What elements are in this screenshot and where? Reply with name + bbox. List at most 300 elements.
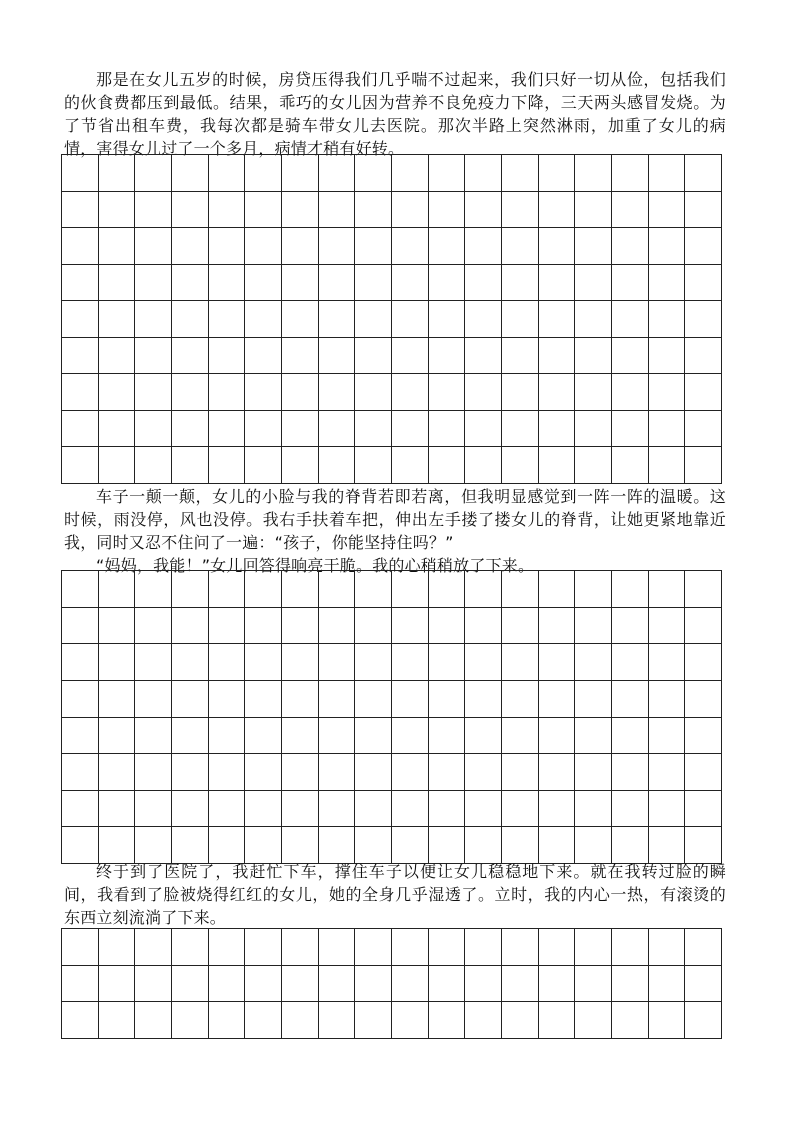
grid-cell[interactable] [282,301,319,338]
grid-cell[interactable] [135,718,172,755]
grid-cell[interactable] [612,301,649,338]
grid-cell[interactable] [575,644,612,681]
grid-cell[interactable] [209,374,246,411]
grid-cell[interactable] [392,754,429,791]
grid-cell[interactable] [539,265,576,302]
grid-cell[interactable] [245,1002,282,1039]
grid-cell[interactable] [135,827,172,864]
grid-cell[interactable] [649,827,686,864]
grid-cell[interactable] [355,228,392,265]
grid-cell[interactable] [612,791,649,828]
grid-cell[interactable] [685,608,722,645]
grid-cell[interactable] [612,411,649,448]
grid-cell[interactable] [612,681,649,718]
grid-cell[interactable] [685,966,722,1003]
grid-cell[interactable] [62,718,99,755]
grid-cell[interactable] [172,155,209,192]
grid-cell[interactable] [575,155,612,192]
grid-cell[interactable] [172,1002,209,1039]
grid-cell[interactable] [465,374,502,411]
grid-cell[interactable] [172,338,209,375]
grid-cell[interactable] [319,929,356,966]
grid-cell[interactable] [209,966,246,1003]
grid-cell[interactable] [99,791,136,828]
grid-cell[interactable] [649,192,686,229]
grid-cell[interactable] [465,1002,502,1039]
grid-cell[interactable] [355,338,392,375]
grid-cell[interactable] [135,791,172,828]
grid-cell[interactable] [392,827,429,864]
grid-cell[interactable] [685,718,722,755]
grid-cell[interactable] [319,374,356,411]
grid-cell[interactable] [172,644,209,681]
grid-cell[interactable] [429,265,466,302]
grid-cell[interactable] [575,265,612,302]
grid-cell[interactable] [649,447,686,484]
grid-cell[interactable] [539,644,576,681]
grid-cell[interactable] [429,374,466,411]
grid-cell[interactable] [685,681,722,718]
grid-cell[interactable] [209,1002,246,1039]
grid-cell[interactable] [355,265,392,302]
grid-cell[interactable] [429,681,466,718]
grid-cell[interactable] [172,192,209,229]
grid-cell[interactable] [209,644,246,681]
grid-cell[interactable] [465,411,502,448]
grid-cell[interactable] [539,411,576,448]
grid-cell[interactable] [539,608,576,645]
grid-cell[interactable] [685,644,722,681]
grid-cell[interactable] [612,192,649,229]
grid-cell[interactable] [465,571,502,608]
grid-cell[interactable] [502,265,539,302]
grid-cell[interactable] [575,571,612,608]
grid-cell[interactable] [649,338,686,375]
grid-cell[interactable] [392,929,429,966]
grid-cell[interactable] [135,374,172,411]
grid-cell[interactable] [355,718,392,755]
grid-cell[interactable] [245,411,282,448]
grid-cell[interactable] [502,929,539,966]
grid-cell[interactable] [502,338,539,375]
grid-cell[interactable] [282,228,319,265]
grid-cell[interactable] [62,155,99,192]
grid-cell[interactable] [172,608,209,645]
grid-cell[interactable] [392,192,429,229]
grid-cell[interactable] [575,754,612,791]
grid-cell[interactable] [392,301,429,338]
grid-cell[interactable] [172,681,209,718]
grid-cell[interactable] [539,1002,576,1039]
grid-cell[interactable] [355,411,392,448]
grid-cell[interactable] [355,571,392,608]
grid-cell[interactable] [99,718,136,755]
grid-cell[interactable] [429,966,466,1003]
grid-cell[interactable] [392,644,429,681]
grid-cell[interactable] [392,374,429,411]
grid-cell[interactable] [135,447,172,484]
grid-cell[interactable] [62,929,99,966]
grid-cell[interactable] [429,1002,466,1039]
grid-cell[interactable] [465,155,502,192]
grid-cell[interactable] [429,411,466,448]
grid-cell[interactable] [355,644,392,681]
grid-cell[interactable] [429,447,466,484]
grid-cell[interactable] [62,966,99,1003]
grid-cell[interactable] [392,681,429,718]
grid-cell[interactable] [612,265,649,302]
grid-cell[interactable] [429,827,466,864]
grid-cell[interactable] [62,644,99,681]
grid-cell[interactable] [465,681,502,718]
grid-cell[interactable] [502,681,539,718]
grid-cell[interactable] [649,929,686,966]
grid-cell[interactable] [612,827,649,864]
grid-cell[interactable] [502,644,539,681]
grid-cell[interactable] [685,338,722,375]
grid-cell[interactable] [649,374,686,411]
grid-cell[interactable] [575,791,612,828]
grid-cell[interactable] [502,791,539,828]
grid-cell[interactable] [502,374,539,411]
grid-cell[interactable] [245,338,282,375]
grid-cell[interactable] [319,681,356,718]
grid-cell[interactable] [465,447,502,484]
grid-cell[interactable] [355,447,392,484]
grid-cell[interactable] [245,571,282,608]
grid-cell[interactable] [429,301,466,338]
grid-cell[interactable] [649,1002,686,1039]
grid-cell[interactable] [685,155,722,192]
grid-cell[interactable] [685,791,722,828]
grid-cell[interactable] [172,718,209,755]
grid-cell[interactable] [612,754,649,791]
grid-cell[interactable] [649,966,686,1003]
grid-cell[interactable] [282,192,319,229]
grid-cell[interactable] [245,754,282,791]
grid-cell[interactable] [172,265,209,302]
grid-cell[interactable] [502,1002,539,1039]
grid-cell[interactable] [99,265,136,302]
grid-cell[interactable] [62,447,99,484]
grid-cell[interactable] [465,754,502,791]
grid-cell[interactable] [355,966,392,1003]
grid-cell[interactable] [319,754,356,791]
grid-cell[interactable] [62,791,99,828]
grid-cell[interactable] [465,966,502,1003]
grid-cell[interactable] [685,411,722,448]
grid-cell[interactable] [575,608,612,645]
grid-cell[interactable] [319,447,356,484]
grid-cell[interactable] [209,718,246,755]
grid-cell[interactable] [612,228,649,265]
grid-cell[interactable] [319,301,356,338]
grid-cell[interactable] [172,228,209,265]
grid-cell[interactable] [502,411,539,448]
grid-cell[interactable] [172,966,209,1003]
grid-cell[interactable] [685,571,722,608]
grid-cell[interactable] [172,571,209,608]
grid-cell[interactable] [282,338,319,375]
grid-cell[interactable] [209,155,246,192]
grid-cell[interactable] [135,754,172,791]
grid-cell[interactable] [282,608,319,645]
grid-cell[interactable] [62,827,99,864]
grid-cell[interactable] [245,644,282,681]
grid-cell[interactable] [392,228,429,265]
grid-cell[interactable] [245,681,282,718]
grid-cell[interactable] [319,608,356,645]
grid-cell[interactable] [685,754,722,791]
grid-cell[interactable] [429,228,466,265]
grid-cell[interactable] [209,447,246,484]
grid-cell[interactable] [245,192,282,229]
grid-cell[interactable] [392,718,429,755]
grid-cell[interactable] [612,718,649,755]
grid-cell[interactable] [465,644,502,681]
grid-cell[interactable] [502,754,539,791]
grid-cell[interactable] [99,338,136,375]
grid-cell[interactable] [685,265,722,302]
grid-cell[interactable] [429,155,466,192]
grid-cell[interactable] [575,827,612,864]
grid-cell[interactable] [649,155,686,192]
grid-cell[interactable] [245,301,282,338]
grid-cell[interactable] [135,929,172,966]
grid-cell[interactable] [209,929,246,966]
grid-cell[interactable] [319,192,356,229]
grid-cell[interactable] [99,1002,136,1039]
grid-cell[interactable] [99,155,136,192]
grid-cell[interactable] [62,301,99,338]
grid-cell[interactable] [135,192,172,229]
grid-cell[interactable] [685,827,722,864]
grid-cell[interactable] [209,265,246,302]
grid-cell[interactable] [62,681,99,718]
grid-cell[interactable] [465,338,502,375]
grid-cell[interactable] [575,681,612,718]
grid-cell[interactable] [135,644,172,681]
grid-cell[interactable] [685,929,722,966]
grid-cell[interactable] [649,644,686,681]
grid-cell[interactable] [209,192,246,229]
grid-cell[interactable] [649,754,686,791]
grid-cell[interactable] [539,571,576,608]
grid-cell[interactable] [99,966,136,1003]
grid-cell[interactable] [575,718,612,755]
grid-cell[interactable] [575,1002,612,1039]
grid-cell[interactable] [172,791,209,828]
grid-cell[interactable] [685,192,722,229]
grid-cell[interactable] [649,608,686,645]
grid-cell[interactable] [172,447,209,484]
grid-cell[interactable] [282,966,319,1003]
grid-cell[interactable] [209,301,246,338]
grid-cell[interactable] [245,374,282,411]
grid-cell[interactable] [319,1002,356,1039]
grid-cell[interactable] [62,228,99,265]
grid-cell[interactable] [612,929,649,966]
writing-grid-3[interactable] [61,928,722,1039]
grid-cell[interactable] [319,718,356,755]
writing-grid-2[interactable] [61,570,722,864]
grid-cell[interactable] [539,929,576,966]
grid-cell[interactable] [575,338,612,375]
grid-cell[interactable] [539,301,576,338]
grid-cell[interactable] [245,447,282,484]
grid-cell[interactable] [502,827,539,864]
grid-cell[interactable] [99,411,136,448]
grid-cell[interactable] [575,929,612,966]
grid-cell[interactable] [575,228,612,265]
grid-cell[interactable] [319,228,356,265]
grid-cell[interactable] [282,644,319,681]
grid-cell[interactable] [539,718,576,755]
grid-cell[interactable] [99,608,136,645]
grid-cell[interactable] [62,411,99,448]
grid-cell[interactable] [612,447,649,484]
grid-cell[interactable] [539,791,576,828]
grid-cell[interactable] [245,966,282,1003]
grid-cell[interactable] [539,228,576,265]
grid-cell[interactable] [539,966,576,1003]
grid-cell[interactable] [392,265,429,302]
grid-cell[interactable] [209,791,246,828]
grid-cell[interactable] [282,718,319,755]
grid-cell[interactable] [282,155,319,192]
grid-cell[interactable] [539,754,576,791]
grid-cell[interactable] [355,301,392,338]
grid-cell[interactable] [502,608,539,645]
grid-cell[interactable] [282,1002,319,1039]
grid-cell[interactable] [135,681,172,718]
grid-cell[interactable] [62,608,99,645]
grid-cell[interactable] [282,791,319,828]
grid-cell[interactable] [649,301,686,338]
grid-cell[interactable] [539,681,576,718]
grid-cell[interactable] [429,718,466,755]
grid-cell[interactable] [135,228,172,265]
grid-cell[interactable] [99,827,136,864]
grid-cell[interactable] [135,155,172,192]
grid-cell[interactable] [135,338,172,375]
grid-cell[interactable] [465,301,502,338]
grid-cell[interactable] [685,1002,722,1039]
grid-cell[interactable] [392,571,429,608]
grid-cell[interactable] [99,228,136,265]
grid-cell[interactable] [685,374,722,411]
grid-cell[interactable] [62,374,99,411]
grid-cell[interactable] [319,644,356,681]
grid-cell[interactable] [62,265,99,302]
writing-grid-1[interactable] [61,154,722,484]
grid-cell[interactable] [209,827,246,864]
grid-cell[interactable] [649,681,686,718]
grid-cell[interactable] [612,571,649,608]
grid-cell[interactable] [649,791,686,828]
grid-cell[interactable] [575,966,612,1003]
grid-cell[interactable] [99,571,136,608]
grid-cell[interactable] [99,929,136,966]
grid-cell[interactable] [465,718,502,755]
grid-cell[interactable] [355,681,392,718]
grid-cell[interactable] [429,754,466,791]
grid-cell[interactable] [99,644,136,681]
grid-cell[interactable] [649,411,686,448]
grid-cell[interactable] [502,155,539,192]
grid-cell[interactable] [245,265,282,302]
grid-cell[interactable] [245,718,282,755]
grid-cell[interactable] [392,608,429,645]
grid-cell[interactable] [612,966,649,1003]
grid-cell[interactable] [319,411,356,448]
grid-cell[interactable] [282,827,319,864]
grid-cell[interactable] [502,228,539,265]
grid-cell[interactable] [612,338,649,375]
grid-cell[interactable] [685,447,722,484]
grid-cell[interactable] [99,192,136,229]
grid-cell[interactable] [99,447,136,484]
grid-cell[interactable] [392,447,429,484]
grid-cell[interactable] [245,155,282,192]
grid-cell[interactable] [612,374,649,411]
grid-cell[interactable] [172,411,209,448]
grid-cell[interactable] [465,608,502,645]
grid-cell[interactable] [319,155,356,192]
grid-cell[interactable] [392,411,429,448]
grid-cell[interactable] [685,228,722,265]
grid-cell[interactable] [355,155,392,192]
grid-cell[interactable] [392,1002,429,1039]
grid-cell[interactable] [465,827,502,864]
grid-cell[interactable] [209,571,246,608]
grid-cell[interactable] [575,411,612,448]
grid-cell[interactable] [99,681,136,718]
grid-cell[interactable] [319,571,356,608]
grid-cell[interactable] [209,411,246,448]
grid-cell[interactable] [502,966,539,1003]
grid-cell[interactable] [539,374,576,411]
grid-cell[interactable] [319,265,356,302]
grid-cell[interactable] [319,791,356,828]
grid-cell[interactable] [539,447,576,484]
grid-cell[interactable] [209,608,246,645]
grid-cell[interactable] [575,374,612,411]
grid-cell[interactable] [429,608,466,645]
grid-cell[interactable] [209,228,246,265]
grid-cell[interactable] [319,338,356,375]
grid-cell[interactable] [502,301,539,338]
grid-cell[interactable] [502,718,539,755]
grid-cell[interactable] [62,1002,99,1039]
grid-cell[interactable] [612,644,649,681]
grid-cell[interactable] [429,338,466,375]
grid-cell[interactable] [575,447,612,484]
grid-cell[interactable] [539,155,576,192]
grid-cell[interactable] [172,301,209,338]
grid-cell[interactable] [465,791,502,828]
grid-cell[interactable] [135,1002,172,1039]
grid-cell[interactable] [172,374,209,411]
grid-cell[interactable] [355,192,392,229]
grid-cell[interactable] [355,827,392,864]
grid-cell[interactable] [575,301,612,338]
grid-cell[interactable] [539,338,576,375]
grid-cell[interactable] [355,608,392,645]
grid-cell[interactable] [539,192,576,229]
grid-cell[interactable] [392,338,429,375]
grid-cell[interactable] [539,827,576,864]
